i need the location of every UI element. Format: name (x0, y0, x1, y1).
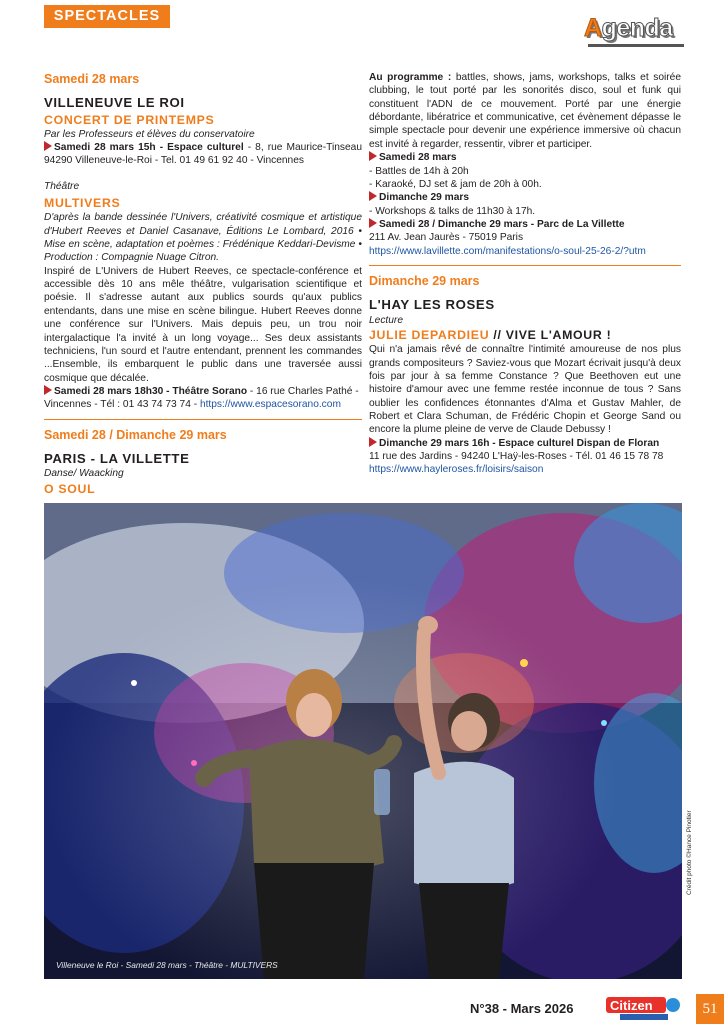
section-tag: SPECTACLES (44, 5, 170, 28)
event-place: VILLENEUVE LE ROI (44, 95, 185, 111)
play-bullet-icon (44, 385, 52, 395)
stage-photo (44, 503, 682, 979)
event-place: PARIS - LA VILLETTE (44, 451, 190, 467)
right-column (369, 71, 681, 477)
photo-caption: Villeneuve le Roi - Samedi 28 mars - Théâtre - MULTIVERS (56, 960, 278, 970)
event-text: Qui n'a jamais rêvé de connaître l'intimité amoureuse de nos plus grands compositeurs ? Saviez-vous que Mozart écrivait jusqu'à deux fois par jour à sa femme Constance ? Que Beethoven eut une histoire d'amour avec une femme restée inconnue de tous ? Sans oublier les confidences étonnantes d'Alma et Gustav Mahler, de Robert et Clara Schuman, de Frédéric Chopin et George Sand ou encore la plume pleine de verve de Claude Debussy ! (369, 344, 681, 436)
event-credits: D'après la bande dessinée l'Univers, créativité cosmique et artistique d'Hubert Reeves et Daniel Casanave, Éditions Le Lombard, 2016 • Mise en scène, adaptation et poèmes : Frédénique Keddari-Devisme • Production : Compagnie Nuage Citron. (44, 212, 362, 264)
event-date: Samedi 28 mars (44, 72, 140, 86)
schedule-day: Dimanche 29 mars (369, 191, 681, 204)
magazine-logo (606, 995, 682, 1021)
page-number: 51 (696, 994, 724, 1024)
play-bullet-icon (369, 437, 377, 447)
play-bullet-icon (369, 218, 377, 228)
event-link[interactable]: https://www.espacesorano.com (199, 399, 341, 411)
event-genre: Lecture (369, 314, 403, 326)
event-title: MULTIVERS (44, 196, 121, 211)
schedule-line: - Battles de 14h à 20h (369, 165, 469, 177)
event-link[interactable]: https://www.hayleroses.fr/loisirs/saison (369, 464, 544, 476)
magazine-logo-text: Citizen (610, 998, 653, 1013)
event-title: O SOUL (44, 481, 96, 496)
divider (369, 265, 681, 266)
event-title: JULIE DEPARDIEU // VIVE L'AMOUR ! (369, 328, 612, 343)
event-title: CONCERT DE PRINTEMPS (44, 112, 215, 127)
event-text: Inspiré de L'Univers de Hubert Reeves, ce spectacle-conférence et accessible dès 10 ans mêle théâtre, vulgarisation scientifique et poésie. Il s'adresse autant aux publics sourds qu'aux publics entendants, dans une mise en scène bilingue. Hubert Reeves donne une conférence sur l'Univers. Mais depuis peu, un trou noir intergalactique l'a invité à un long voyage... Ses deux assistants techniciens, l'un sourd et l'autre entendant, prennent les commandes ...Ensemble, ils embarquent le public dans une traversée aussi cosmique que décalée. (44, 265, 362, 384)
divider (44, 419, 362, 420)
event-date: Samedi 28 / Dimanche 29 mars (44, 427, 227, 442)
play-bullet-icon (44, 141, 52, 151)
event-info: Samedi 28 mars 15h - Espace culturel - 8, rue Maurice-Tinseau 94290 Villeneuve-le-Roi - Tel. 01 49 61 92 40 - Vincennes (44, 142, 362, 167)
schedule-day: Samedi 28 mars (369, 151, 681, 164)
venue-address: 11 rue des Jardins - 94240 L'Haÿ-les-Roses - Tél. 01 46 15 78 78 (369, 451, 664, 463)
event-genre: Danse/ Waacking (44, 468, 124, 480)
agenda-logo: Agenda (584, 14, 688, 48)
play-bullet-icon (369, 191, 377, 201)
event-place: L'HAY LES ROSES (369, 297, 495, 313)
event-subtitle: Par les Professeurs et élèves du conservatoire (44, 128, 255, 140)
venue-address: 211 Av. Jean Jaurès - 75019 Paris (369, 232, 524, 244)
agenda-logo-text: genda (601, 14, 673, 42)
left-column (44, 71, 362, 497)
event-link[interactable]: https://www.lavillette.com/manifestations/o-soul-25-26-2/?utm (369, 245, 646, 257)
venue-line: Samedi 28 / Dimanche 29 mars - Parc de La Villette (369, 218, 681, 231)
issue-label: N°38 - Mars 2026 (470, 1001, 574, 1016)
event-date: Dimanche 29 mars (369, 274, 480, 289)
program-text: Au programme : battles, shows, jams, workshops, talks et soirée clubbing, le tout porté par les sonorités disco, soul et funk qui constituent l'ADN de ce mouvement. Porté par une énergie débordante, libératrice et communicative, cet évènement dépasse le simple spectacle pour devenir une expérience immersive où chacun est invité à regarder, ressentir, vibrer et participer. (369, 72, 681, 150)
stage-photo-image (44, 503, 682, 979)
schedule-line: - Karaoké, DJ set & jam de 20h à 00h. (369, 178, 542, 190)
schedule-line: - Workshops & talks de 11h30 à 17h. (369, 205, 536, 217)
photo-credit: Crédit photo ©Hance Pinotier (686, 810, 693, 895)
play-bullet-icon (369, 151, 377, 161)
event-info: Dimanche 29 mars 16h - Espace culturel Dispan de Floran (369, 437, 681, 450)
event-info: Samedi 28 mars 18h30 - Théâtre Sorano - 16 rue Charles Pathé -Vincennes - Tél : 01 43 74 73 74 - https://www.espacesorano.com (44, 385, 359, 411)
event-genre: Théâtre (44, 180, 80, 192)
